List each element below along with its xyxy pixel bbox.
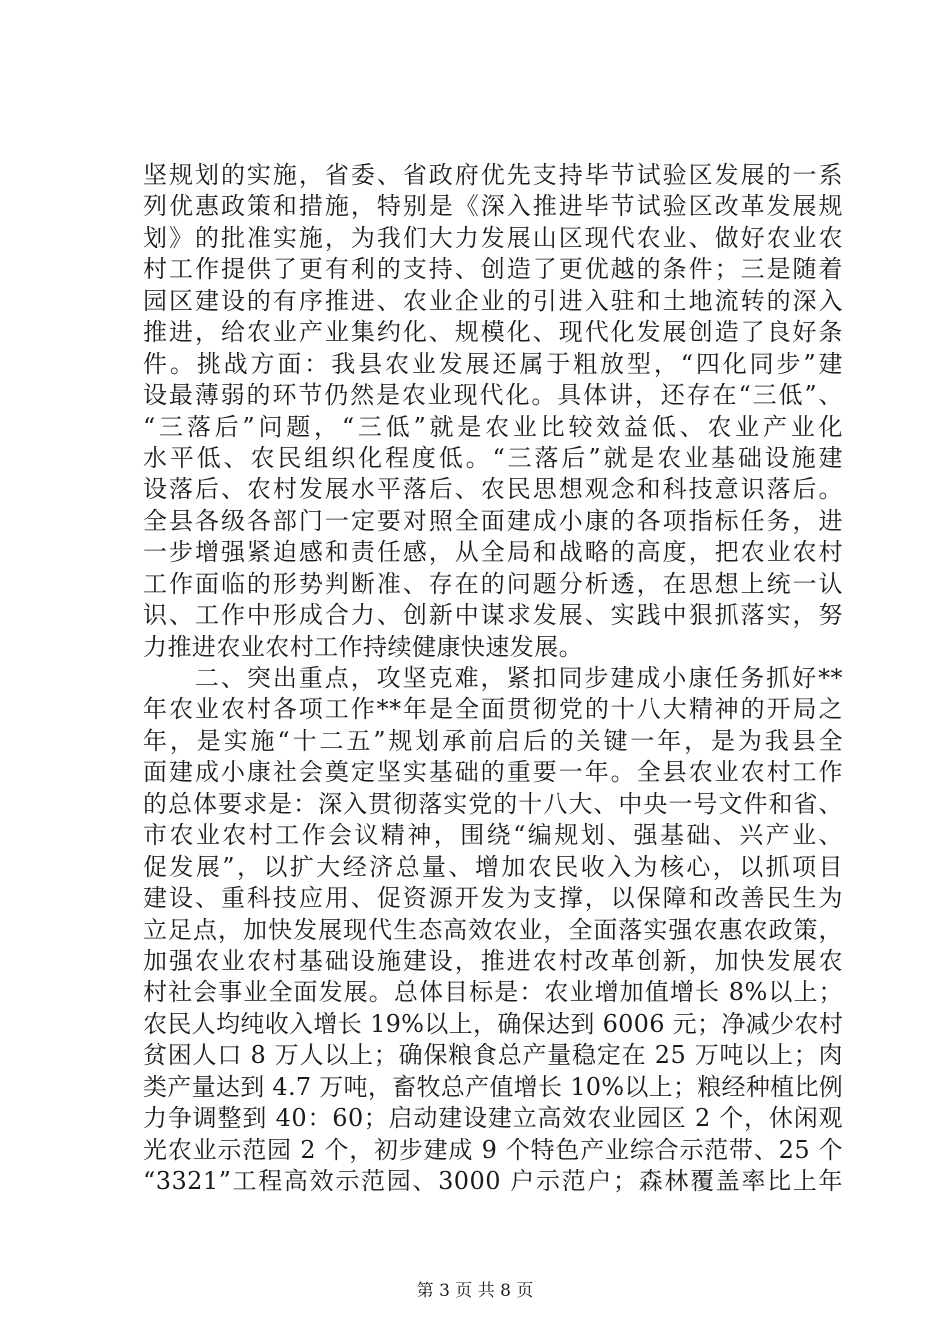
text-line: 农民人均纯收入增长 19%以上，确保达到 6006 元；净减少农村 (143, 1009, 843, 1038)
text-line: “3321”工程高效示范园、3000 户示范户；森林覆盖率比上年 (143, 1167, 843, 1195)
text-line: 设最薄弱的环节仍然是农业现代化。具体讲，还存在“三低”、 (143, 381, 843, 410)
text-line: 园区建设的有序推进、农业企业的引进入驻和土地流转的深入 (143, 286, 843, 315)
text-line: 年，是实施“十二五”规划承前启后的关键一年，是为我县全 (143, 726, 843, 755)
text-line: 工作面临的形势判断准、存在的问题分析透，在思想上统一认 (143, 569, 843, 598)
text-line: “三落后”问题，“三低”就是农业比较效益低、农业产业化 (143, 412, 843, 441)
paragraph-end-line: 力推进农业农村工作持续健康快速发展。 (143, 632, 584, 661)
text-line: 加强农业农村基础设施建设，推进农村改革创新，加快发展农 (143, 946, 843, 975)
text-line: 立足点，加快发展现代生态高效农业，全面落实强农惠农政策， (143, 915, 843, 944)
text-line: 水平低、农民组织化程度低。“三落后”就是农业基础设施建 (143, 443, 843, 472)
document-body (143, 160, 843, 1197)
text-line: 的总体要求是：深入贯彻落实党的十八大、中央一号文件和省、 (143, 789, 843, 818)
text-line: 面建成小康社会奠定坚实基础的重要一年。全县农业农村工作 (143, 758, 843, 787)
text-line: 推进，给农业产业集约化、规模化、现代化发展创造了良好条 (143, 318, 843, 347)
page-number-footer: 第 3 页 共 8 页 (416, 1281, 534, 1301)
text-line: 市农业农村工作会议精神，围绕“编规划、强基础、兴产业、 (143, 821, 843, 850)
text-line: 坚规划的实施，省委、省政府优先支持毕节试验区发展的一系 (143, 161, 843, 189)
text-line: 村工作提供了更有利的支持、创造了更优越的条件；三是随着 (143, 255, 843, 284)
text-line: 件。挑战方面：我县农业发展还属于粗放型，“四化同步”建 (143, 349, 843, 378)
text-line: 列优惠政策和措施，特别是《深入推进毕节试验区改革发展规 (143, 192, 843, 221)
text-line: 力争调整到 40：60；启动建设建立高效农业园区 2 个，休闲观 (143, 1104, 843, 1133)
text-line: 一步增强紧迫感和责任感，从全局和战略的高度，把农业农村 (143, 538, 843, 567)
text-line: 建设、重科技应用、促资源开发为支撑，以保障和改善民生为 (143, 884, 843, 913)
text-line: 类产量达到 4.7 万吨，畜牧总产值增长 10%以上；粮经种植比例 (143, 1072, 843, 1101)
text-line: 年农业农村各项工作**年是全面贯彻党的十八大精神的开局之 (143, 695, 843, 724)
text-line: 划》的批准实施，为我们大力发展山区现代农业、做好农业农 (143, 223, 843, 252)
section-heading-line: 二、突出重点，攻坚克难，紧扣同步建成小康任务抓好** (143, 664, 843, 692)
text-line: 全县各级各部门一定要对照全面建成小康的各项指标任务，进 (143, 506, 843, 535)
text-line: 光农业示范园 2 个，初步建成 9 个特色产业综合示范带、25 个 (143, 1135, 843, 1164)
text-line: 促发展”，以扩大经济总量、增加农民收入为核心，以抓项目 (143, 852, 843, 881)
text-line: 设落后、农村发展水平落后、农民思想观念和科技意识落后。 (143, 475, 843, 504)
text-line: 村社会事业全面发展。总体目标是：农业增加值增长 8%以上； (143, 978, 843, 1007)
text-line: 贫困人口 8 万人以上；确保粮食总产量稳定在 25 万吨以上；肉 (143, 1041, 843, 1070)
text-line: 识、工作中形成合力、创新中谋求发展、实践中狠抓落实，努 (143, 601, 843, 630)
